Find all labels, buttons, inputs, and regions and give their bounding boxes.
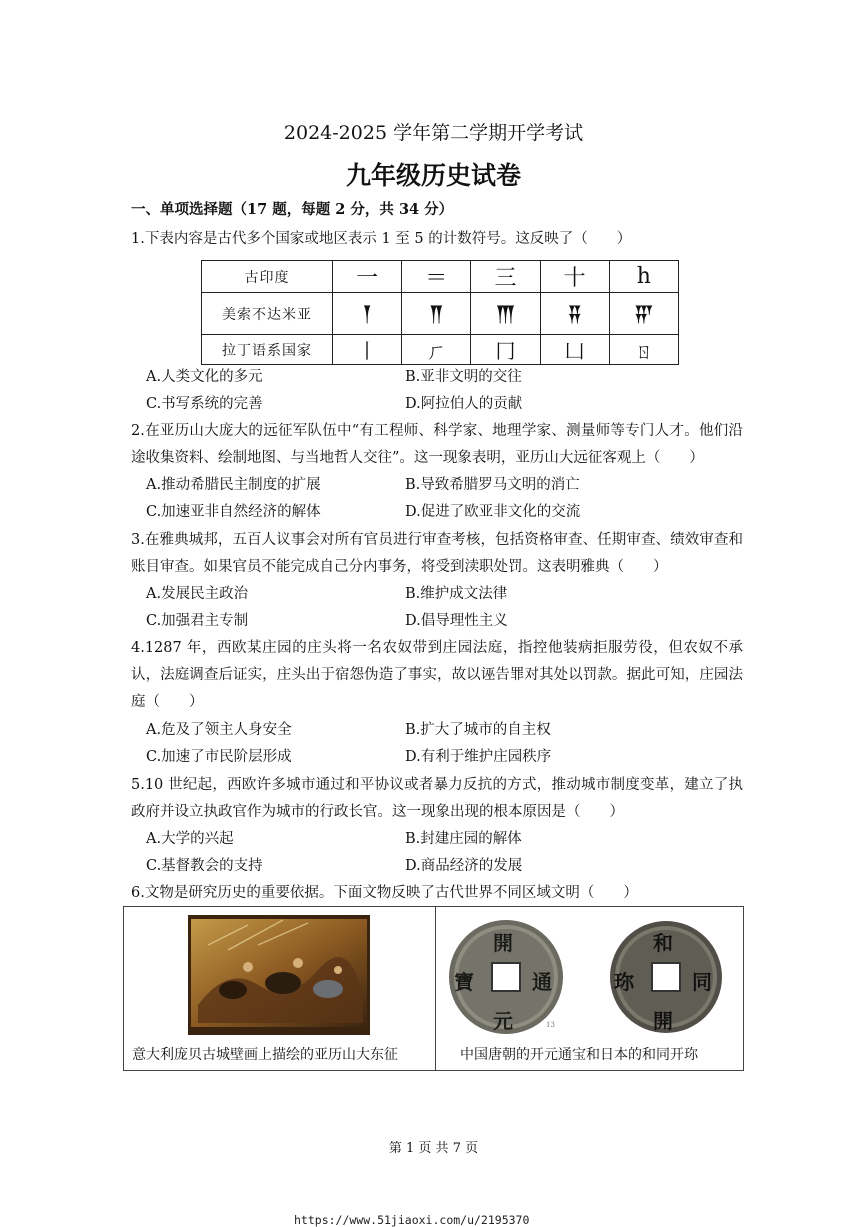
coin1-char-left: 寶 xyxy=(454,970,474,994)
q3-option-a: A.发展民主政治 xyxy=(146,586,249,602)
row-label: 古印度 xyxy=(202,261,333,293)
q2-option-b: B.导致希腊罗马文明的消亡 xyxy=(405,477,580,493)
q1-option-a: A.人类文化的多元 xyxy=(146,369,263,385)
question-5-stem: 5.10 世纪起，西欧许多城市通过和平协议或者暴力反抗的方式，推动城市制度变革，建立了执政府并设立执政官作为城市的行政长官。这一现象出现的根本原因是（ ） xyxy=(131,777,743,820)
symbol-cell: 𒐕 xyxy=(333,293,402,335)
symbol-cell: h xyxy=(609,261,678,293)
symbol-cell: 𒐖 xyxy=(402,293,471,335)
symbol-cell: 丨 xyxy=(333,335,402,365)
q5-option-d: D.商品经济的发展 xyxy=(405,858,523,874)
table-row xyxy=(202,293,679,335)
coin1-char-right: 通 xyxy=(532,970,552,994)
symbol-cell: 一 xyxy=(333,261,402,293)
row-label: 拉丁语系国家 xyxy=(202,335,333,365)
q5-option-a: A.大学的兴起 xyxy=(146,831,234,847)
table-row xyxy=(202,261,679,293)
symbol-cell: ㄏ xyxy=(402,335,471,365)
q2-option-d: D.促进了欧亚非文化的交流 xyxy=(405,504,581,520)
coin2-char-right: 同 xyxy=(692,970,712,994)
coin-mark: 13 xyxy=(546,1021,555,1029)
exam-title: 2024-2025 学年第二学期开学考试 xyxy=(283,122,584,144)
symbol-cell: 𒐗 xyxy=(471,293,540,335)
question-2-stem: 2.在亚历山大庞大的远征军队伍中“有工程师、科学家、地理学家、测量师等专门人才。他们沿途收集资料、绘制地图、与当地哲人交往”。这一现象表明，亚历山大远征客观上（ ） xyxy=(131,423,743,466)
question-6-stem: 6.文物是研究历史的重要依据。下面文物反映了古代世界不同区域文明（ ） xyxy=(131,885,638,901)
q2-option-a: A.推动希腊民主制度的扩展 xyxy=(146,477,321,493)
q3-option-c: C.加强君主专制 xyxy=(146,613,249,629)
section-heading: 一、单项选择题（17 题，每题 2 分，共 34 分） xyxy=(131,201,454,218)
q4-option-a: A.危及了领主人身安全 xyxy=(146,722,292,738)
q4-option-d: D.有利于维护庄园秩序 xyxy=(405,749,552,765)
symbol-cell: ＝ xyxy=(402,261,471,293)
symbol-cell: 冂 xyxy=(471,335,540,365)
q1-option-c: C.书写系统的完善 xyxy=(146,396,263,412)
row-label: 美索不达米亚 xyxy=(202,293,333,335)
pompeii-mural-image xyxy=(188,915,370,1035)
question-1-stem: 1.下表内容是古代多个国家或地区表示 1 至 5 的计数符号。这反映了（ ） xyxy=(131,231,632,247)
q3-option-b: B.维护成文法律 xyxy=(405,586,508,602)
symbol-cell: ㄖ xyxy=(609,335,678,365)
symbol-cell: 三 xyxy=(471,261,540,293)
symbol-cell: 十 xyxy=(540,261,609,293)
artifact-figure-panel xyxy=(123,906,744,1071)
question-3-stem: 3.在雅典城邦，五百人议事会对所有官员进行审查考核，包括资格审查、任期审查、绩效审查和账目审查。如果官员不能完成自己分内事务，将受到渎职处罚。这表明雅典（ ） xyxy=(131,532,743,575)
coin1-char-bottom: 元 xyxy=(493,1009,513,1033)
page-footer: 第 1 页 共 7 页 xyxy=(388,1141,479,1156)
symbol-cell: 𒐘 xyxy=(540,293,609,335)
q2-option-c: C.加速亚非自然经济的解体 xyxy=(146,504,321,520)
exam-subtitle: 九年级历史试卷 xyxy=(345,161,521,190)
q4-option-c: C.加速了市民阶层形成 xyxy=(146,749,292,765)
coin2-char-bottom: 開 xyxy=(653,1009,673,1033)
coin2-char-top: 和 xyxy=(653,931,673,955)
table-row xyxy=(202,335,679,365)
q4-option-b: B.扩大了城市的自主权 xyxy=(405,722,551,738)
question-4-stem: 4.1287 年，西欧某庄园的庄头将一名农奴带到庄园法庭，指控他装病拒服劳役，但农奴不承认，法庭调查后证实，庄头出于宿怨伪造了事实，故以诬告罪对其处以罚款。据此可知，庄园法庭（ ） xyxy=(131,640,743,710)
q5-option-b: B.封建庄园的解体 xyxy=(405,831,522,847)
symbol-cell: 𒐙 xyxy=(609,293,678,335)
counting-symbols-table xyxy=(201,260,679,365)
right-figure-caption: 中国唐朝的开元通宝和日本的和同开珎 xyxy=(460,1047,698,1063)
left-figure-caption: 意大利庞贝古城壁画上描绘的亚历山大东征 xyxy=(132,1047,398,1063)
coin2-char-left: 珎 xyxy=(614,970,634,994)
figure-divider xyxy=(435,907,436,1070)
symbol-cell: 凵 xyxy=(540,335,609,365)
q1-option-b: B.亚非文明的交往 xyxy=(405,369,522,385)
q1-option-d: D.阿拉伯人的贡献 xyxy=(405,396,523,412)
q3-option-d: D.倡导理性主义 xyxy=(405,613,508,629)
watermark-url[interactable]: https://www.51jiaoxi.com/u/2195370 xyxy=(294,1213,530,1227)
q5-option-c: C.基督教会的支持 xyxy=(146,858,263,874)
coin1-char-top: 開 xyxy=(493,931,513,955)
